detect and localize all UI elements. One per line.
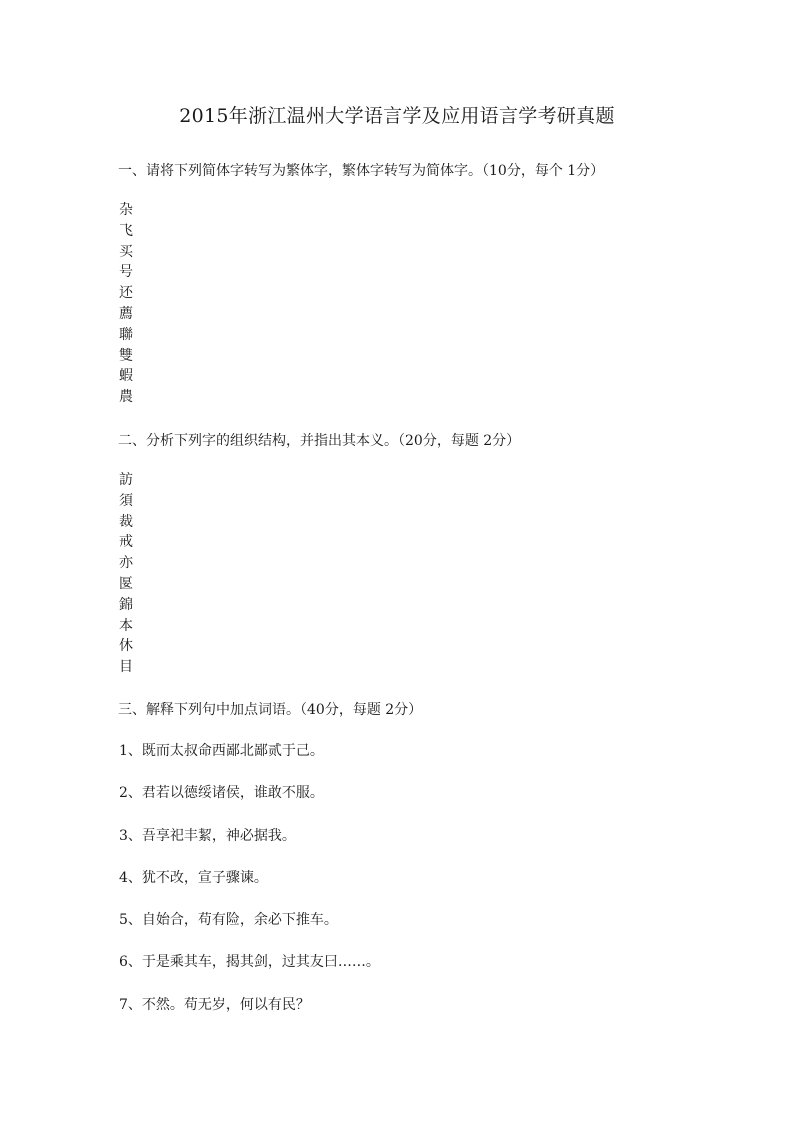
document-title: 2015年浙江温州大学语言学及应用语言学考研真题: [179, 105, 615, 127]
char-item: 本: [119, 617, 133, 634]
question-item: 6、于是乘其车，揭其剑，过其友曰……。: [119, 954, 380, 971]
question-item: 5、自始合，苟有险，余必下推车。: [119, 912, 338, 929]
section-2-heading: 二、分析下列字的组织结构，并指出其本义。（20分，每题 2分）: [118, 433, 521, 449]
char-item: 聯: [119, 326, 133, 343]
char-item: 戒: [119, 534, 133, 551]
char-item: 目: [119, 659, 133, 676]
char-item: 飞: [119, 222, 133, 239]
char-item: 裁: [119, 513, 133, 530]
char-item: 亦: [119, 555, 133, 572]
section-3-question-list: [119, 741, 380, 1037]
question-item: 2、君若以德绥诸侯，谁敢不服。: [119, 785, 324, 802]
char-item: 买: [119, 243, 133, 260]
char-item: 还: [119, 285, 133, 302]
section-1-heading: 一、请将下列简体字转写为繁体字，繁体字转写为简体字。（10分，每个 1分）: [118, 163, 605, 179]
char-item: 蝦: [119, 368, 133, 385]
section-1-char-list: [119, 200, 133, 408]
char-item: 訪: [119, 472, 133, 488]
char-item: 休: [119, 638, 133, 655]
question-item: 1、既而太叔命西鄙北鄙贰于己。: [119, 743, 324, 759]
char-item: 匽: [119, 575, 133, 592]
section-3-heading: 三、解释下列句中加点词语。（40分，每题 2分）: [118, 702, 423, 718]
char-item: 杂: [119, 202, 133, 218]
char-item: 雙: [119, 347, 133, 364]
char-item: 号: [119, 264, 133, 281]
char-item: 農: [119, 389, 133, 406]
char-item: 薦: [119, 305, 133, 322]
question-item: 3、吾享祀丰絜，神必据我。: [119, 827, 296, 844]
question-item: 4、犹不改，宣子骤谏。: [119, 869, 268, 886]
section-2-char-list: [119, 470, 133, 678]
char-item: 錦: [119, 596, 133, 613]
char-item: 須: [119, 492, 133, 509]
question-item: 7、不然。苟无岁，何以有民？: [119, 996, 310, 1013]
